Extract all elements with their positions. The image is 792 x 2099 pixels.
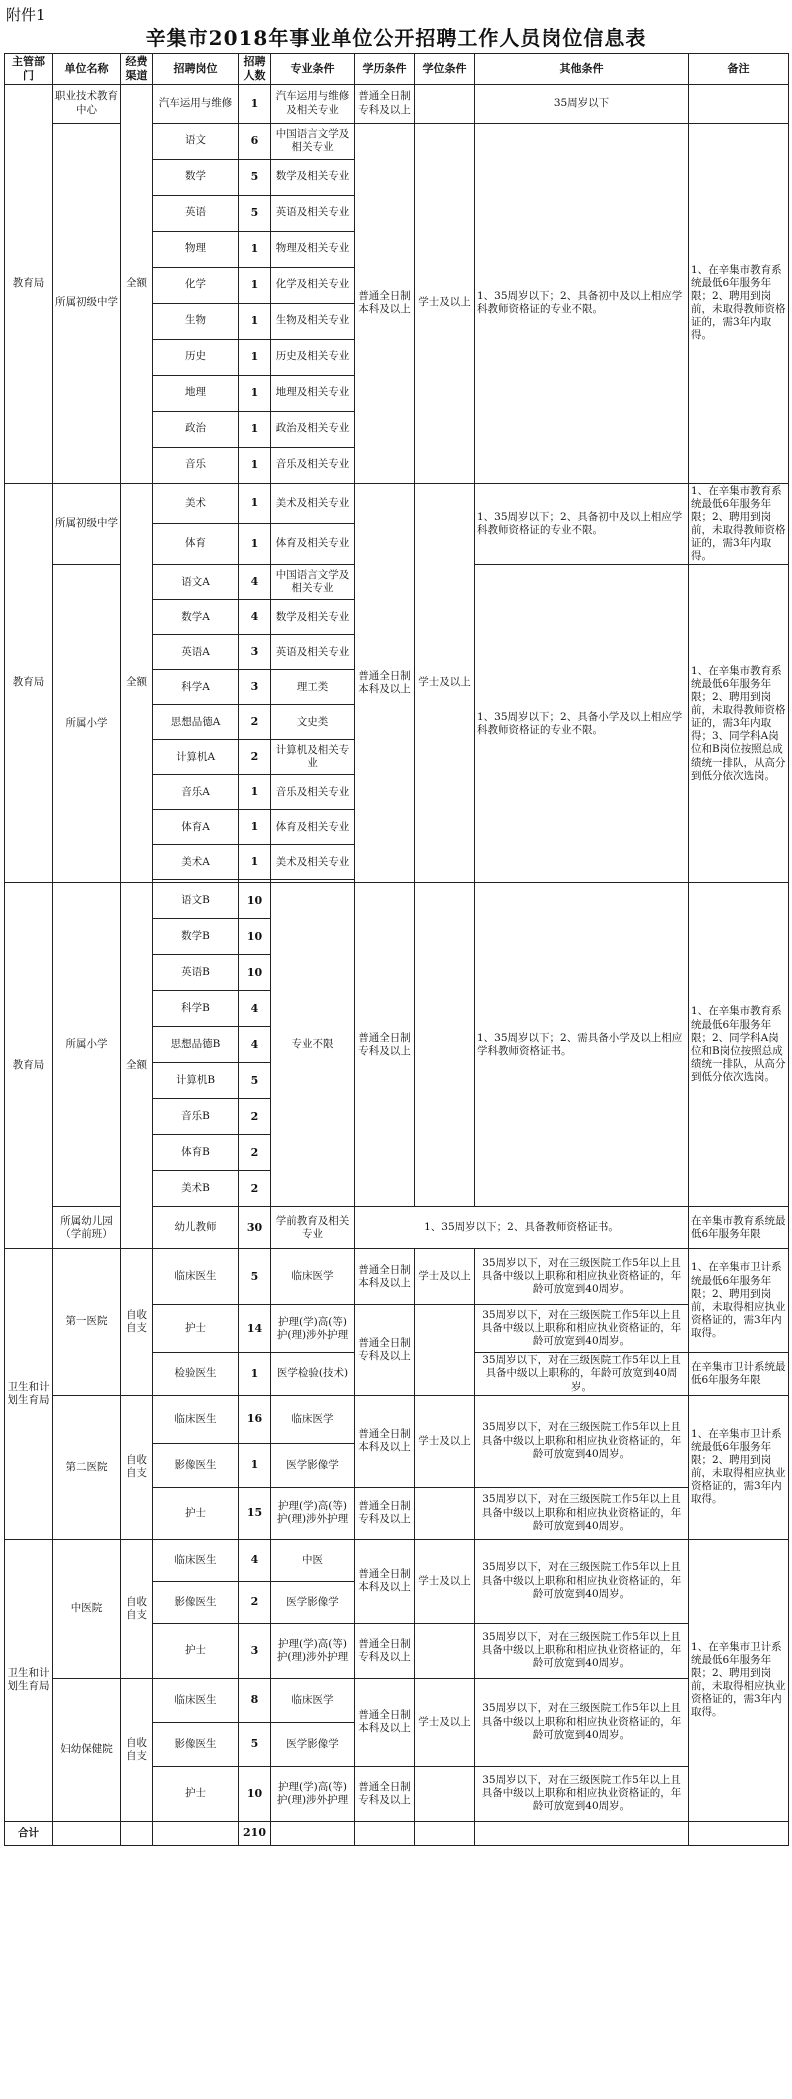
major-cell: 学前教育及相关专业 — [271, 1207, 355, 1249]
degree-cell: 学士及以上 — [415, 123, 475, 483]
major-cell: 英语及相关专业 — [271, 635, 355, 670]
major-cell: 专业不限 — [271, 883, 355, 1207]
position-cell: 美术B — [153, 1171, 239, 1207]
position-cell: 科学A — [153, 670, 239, 705]
major-cell: 计算机及相关专业 — [271, 740, 355, 775]
other-cell: 35周岁以下，对在三级医院工作5年以上且具备中级以上职称的，年龄可放宽到40周岁。 — [475, 1353, 689, 1395]
position-cell: 临床医生 — [153, 1539, 239, 1581]
position-cell: 体育A — [153, 810, 239, 845]
count-cell: 2 — [239, 705, 271, 740]
major-cell: 数学及相关专业 — [271, 600, 355, 635]
position-cell: 检验医生 — [153, 1353, 239, 1395]
other-cell: 35周岁以下，对在三级医院工作5年以上且具备中级以上职称和相应执业资格证的，年龄可放宽到40周岁。 — [475, 1678, 689, 1766]
major-cell: 历史及相关专业 — [271, 339, 355, 375]
count-cell: 1 — [239, 447, 271, 483]
other-cell: 1、35周岁以下；2、具备教师资格证书。 — [355, 1207, 689, 1249]
count-cell: 1 — [239, 1443, 271, 1487]
position-cell: 美术 — [153, 483, 239, 523]
education-cell: 普通全日制专科及以上 — [355, 1487, 415, 1539]
major-cell: 美术及相关专业 — [271, 483, 355, 523]
count-cell: 1 — [239, 231, 271, 267]
unit-cell: 所属初级中学 — [53, 123, 121, 483]
position-cell: 数学A — [153, 600, 239, 635]
degree-cell: 学士及以上 — [415, 483, 475, 883]
degree-cell — [415, 1623, 475, 1678]
notes-cell: 1、在辛集市教育系统最低6年服务年限；2、聘用到岗前，未取得教师资格证的，需3年内取得。 — [689, 123, 789, 483]
notes-cell: 1、在辛集市卫计系统最低6年服务年限；2、聘用到岗前，未取得相应执业资格证的，需3年内取得。 — [689, 1539, 789, 1821]
degree-cell: 学士及以上 — [415, 1539, 475, 1623]
unit-cell: 所属幼儿园（学前班） — [53, 1207, 121, 1249]
empty-cell — [415, 1821, 475, 1845]
total-count: 210 — [239, 1821, 271, 1845]
position-cell: 数学B — [153, 919, 239, 955]
count-cell: 4 — [239, 600, 271, 635]
major-cell: 音乐及相关专业 — [271, 775, 355, 810]
position-cell: 临床医生 — [153, 1678, 239, 1722]
major-cell: 生物及相关专业 — [271, 303, 355, 339]
degree-cell: 学士及以上 — [415, 1678, 475, 1766]
education-cell: 普通全日制专科及以上 — [355, 1766, 415, 1821]
degree-cell — [415, 84, 475, 123]
count-cell: 1 — [239, 483, 271, 523]
other-cell: 35周岁以下，对在三级医院工作5年以上且具备中级以上职称和相应执业资格证的，年龄可放宽到40周岁。 — [475, 1539, 689, 1623]
dept-cell: 教育局 — [5, 883, 53, 1249]
other-cell: 1、35周岁以下；2、具备小学及以上相应学科教师资格证的专业不限。 — [475, 565, 689, 883]
position-cell: 历史 — [153, 339, 239, 375]
funding-cell: 自收自支 — [121, 1395, 153, 1539]
major-cell: 政治及相关专业 — [271, 411, 355, 447]
count-cell: 2 — [239, 740, 271, 775]
major-cell: 护理(学)高(等)护(理)涉外护理 — [271, 1766, 355, 1821]
position-cell: 政治 — [153, 411, 239, 447]
unit-cell: 所属初级中学 — [53, 483, 121, 565]
header-unit: 单位名称 — [53, 54, 121, 85]
education-cell: 普通全日制专科及以上 — [355, 883, 415, 1207]
empty-cell — [475, 1821, 689, 1845]
count-cell: 5 — [239, 1249, 271, 1305]
education-cell: 普通全日制本科及以上 — [355, 1678, 415, 1766]
major-cell: 英语及相关专业 — [271, 195, 355, 231]
degree-cell — [415, 1766, 475, 1821]
count-cell: 4 — [239, 565, 271, 600]
unit-cell: 中医院 — [53, 1539, 121, 1678]
table-row — [5, 1539, 789, 1581]
major-cell: 医学影像学 — [271, 1722, 355, 1766]
position-cell: 幼儿教师 — [153, 1207, 239, 1249]
position-cell: 数学 — [153, 159, 239, 195]
position-cell: 影像医生 — [153, 1443, 239, 1487]
count-cell: 2 — [239, 1581, 271, 1623]
table-row — [5, 84, 789, 123]
position-cell: 语文 — [153, 123, 239, 159]
count-cell: 1 — [239, 375, 271, 411]
major-cell: 数学及相关专业 — [271, 159, 355, 195]
major-cell: 中国语言文学及相关专业 — [271, 565, 355, 600]
major-cell: 临床医学 — [271, 1249, 355, 1305]
header-funding: 经费渠道 — [121, 54, 153, 85]
count-cell: 1 — [239, 1353, 271, 1395]
table-row — [5, 1678, 789, 1722]
count-cell: 15 — [239, 1487, 271, 1539]
education-cell: 普通全日制专科及以上 — [355, 84, 415, 123]
notes-cell: 1、在辛集市教育系统最低6年服务年限；2、聘用到岗前，未取得教师资格证的，需3年内取得。 — [689, 483, 789, 565]
notes-cell: 1、在辛集市教育系统最低6年服务年限；2、同学科A岗位和B岗位按照总成绩统一排队，从高分到低分依次选岗。 — [689, 883, 789, 1207]
position-cell: 体育 — [153, 523, 239, 564]
position-cell: 科学B — [153, 991, 239, 1027]
major-cell: 音乐及相关专业 — [271, 447, 355, 483]
major-cell: 化学及相关专业 — [271, 267, 355, 303]
position-cell: 护士 — [153, 1305, 239, 1353]
other-cell: 35周岁以下，对在三级医院工作5年以上且具备中级以上职称和相应执业资格证的，年龄可放宽到40周岁。 — [475, 1623, 689, 1678]
count-cell: 4 — [239, 1539, 271, 1581]
count-cell: 1 — [239, 845, 271, 880]
unit-cell: 所属小学 — [53, 883, 121, 1207]
other-cell: 35周岁以下，对在三级医院工作5年以上且具备中级以上职称和相应执业资格证的，年龄可放宽到40周岁。 — [475, 1487, 689, 1539]
recruitment-table — [4, 53, 789, 1846]
position-cell: 临床医生 — [153, 1395, 239, 1443]
degree-cell: 学士及以上 — [415, 1249, 475, 1305]
major-cell: 护理(学)高(等)护(理)涉外护理 — [271, 1305, 355, 1353]
major-cell: 临床医学 — [271, 1395, 355, 1443]
count-cell: 3 — [239, 1623, 271, 1678]
position-cell: 生物 — [153, 303, 239, 339]
funding-cell: 全额 — [121, 883, 153, 1249]
position-cell: 计算机A — [153, 740, 239, 775]
count-cell: 2 — [239, 1099, 271, 1135]
notes-cell — [689, 84, 789, 123]
position-cell: 汽车运用与维修 — [153, 84, 239, 123]
major-cell: 护理(学)高(等)护(理)涉外护理 — [271, 1623, 355, 1678]
count-cell: 1 — [239, 267, 271, 303]
count-cell: 10 — [239, 919, 271, 955]
education-cell: 普通全日制本科及以上 — [355, 1249, 415, 1305]
header-count: 招聘人数 — [239, 54, 271, 85]
position-cell: 英语B — [153, 955, 239, 991]
major-cell: 文史类 — [271, 705, 355, 740]
unit-cell: 职业技术教育中心 — [53, 84, 121, 123]
major-cell: 体育及相关专业 — [271, 810, 355, 845]
header-major: 专业条件 — [271, 54, 355, 85]
major-cell: 理工类 — [271, 670, 355, 705]
education-cell: 普通全日制专科及以上 — [355, 1305, 415, 1395]
count-cell: 1 — [239, 84, 271, 123]
other-cell: 1、35周岁以下；2、需具备小学及以上相应学科教师资格证书。 — [475, 883, 689, 1207]
count-cell: 1 — [239, 810, 271, 845]
major-cell: 体育及相关专业 — [271, 523, 355, 564]
position-cell: 影像医生 — [153, 1722, 239, 1766]
unit-cell: 第一医院 — [53, 1249, 121, 1395]
major-cell: 美术及相关专业 — [271, 845, 355, 880]
education-cell: 普通全日制专科及以上 — [355, 1623, 415, 1678]
notes-cell: 在辛集市卫计系统最低6年服务年限 — [689, 1353, 789, 1395]
major-cell: 物理及相关专业 — [271, 231, 355, 267]
dept-cell: 教育局 — [5, 84, 53, 483]
header-degree: 学位条件 — [415, 54, 475, 85]
unit-cell: 所属小学 — [53, 565, 121, 883]
table-row — [5, 1395, 789, 1443]
funding-cell: 自收自支 — [121, 1539, 153, 1678]
position-cell: 思想品德B — [153, 1027, 239, 1063]
page-title: 辛集市2018年事业单位公开招聘工作人员岗位信息表 — [145, 26, 647, 50]
total-label: 合计 — [5, 1821, 53, 1845]
position-cell: 化学 — [153, 267, 239, 303]
position-cell: 物理 — [153, 231, 239, 267]
education-cell: 普通全日制本科及以上 — [355, 123, 415, 483]
major-cell: 医学影像学 — [271, 1581, 355, 1623]
count-cell: 16 — [239, 1395, 271, 1443]
empty-cell — [53, 1821, 121, 1845]
count-cell: 8 — [239, 1678, 271, 1722]
header-notes: 备注 — [689, 54, 789, 85]
funding-cell: 全额 — [121, 84, 153, 483]
count-cell: 3 — [239, 635, 271, 670]
dept-cell: 卫生和计划生育局 — [5, 1539, 53, 1821]
count-cell: 6 — [239, 123, 271, 159]
count-cell: 1 — [239, 303, 271, 339]
position-cell: 美术A — [153, 845, 239, 880]
other-cell: 35周岁以下，对在三级医院工作5年以上且具备中级以上职称和相应执业资格证的，年龄可放宽到40周岁。 — [475, 1249, 689, 1305]
degree-cell: 学士及以上 — [415, 1395, 475, 1487]
table-row — [5, 1249, 789, 1305]
empty-cell — [153, 1821, 239, 1845]
other-cell: 35周岁以下，对在三级医院工作5年以上且具备中级以上职称和相应执业资格证的，年龄可放宽到40周岁。 — [475, 1766, 689, 1821]
position-cell: 地理 — [153, 375, 239, 411]
count-cell: 10 — [239, 883, 271, 919]
count-cell: 10 — [239, 1766, 271, 1821]
notes-cell: 1、在辛集市卫计系统最低6年服务年限；2、聘用到岗前，未取得相应执业资格证的，需3年内取得。 — [689, 1249, 789, 1353]
position-cell: 音乐B — [153, 1099, 239, 1135]
empty-cell — [271, 1821, 355, 1845]
position-cell: 临床医生 — [153, 1249, 239, 1305]
position-cell: 语文A — [153, 565, 239, 600]
degree-cell — [415, 1487, 475, 1539]
position-cell: 思想品德A — [153, 705, 239, 740]
count-cell: 14 — [239, 1305, 271, 1353]
count-cell: 5 — [239, 159, 271, 195]
count-cell: 4 — [239, 991, 271, 1027]
position-cell: 计算机B — [153, 1063, 239, 1099]
count-cell: 3 — [239, 670, 271, 705]
funding-cell: 自收自支 — [121, 1678, 153, 1821]
position-cell: 护士 — [153, 1623, 239, 1678]
notes-cell: 1、在辛集市教育系统最低6年服务年限；2、聘用到岗前，未取得教师资格证的，需3年内取得；3、同学科A岗位和B岗位按照总成绩统一排队，从高分到低分依次选岗。 — [689, 565, 789, 883]
count-cell: 5 — [239, 1063, 271, 1099]
major-cell: 中医 — [271, 1539, 355, 1581]
position-cell: 语文B — [153, 883, 239, 919]
education-cell: 普通全日制本科及以上 — [355, 1395, 415, 1487]
other-cell: 35周岁以下，对在三级医院工作5年以上且具备中级以上职称和相应执业资格证的，年龄可放宽到40周岁。 — [475, 1395, 689, 1487]
funding-cell: 全额 — [121, 483, 153, 883]
header-position: 招聘岗位 — [153, 54, 239, 85]
other-cell: 1、35周岁以下；2、具备初中及以上相应学科教师资格证的专业不限。 — [475, 483, 689, 565]
position-cell: 英语A — [153, 635, 239, 670]
count-cell: 1 — [239, 523, 271, 564]
table-row — [5, 483, 789, 523]
unit-cell: 妇幼保健院 — [53, 1678, 121, 1821]
major-cell: 临床医学 — [271, 1678, 355, 1722]
other-cell: 35周岁以下 — [475, 84, 689, 123]
attachment-label: 附件1 — [6, 6, 46, 24]
major-cell: 地理及相关专业 — [271, 375, 355, 411]
table-row — [5, 883, 789, 919]
position-cell: 护士 — [153, 1766, 239, 1821]
count-cell: 30 — [239, 1207, 271, 1249]
count-cell: 1 — [239, 775, 271, 810]
position-cell: 音乐A — [153, 775, 239, 810]
count-cell: 1 — [239, 339, 271, 375]
count-cell: 2 — [239, 1135, 271, 1171]
other-cell: 35周岁以下，对在三级医院工作5年以上且具备中级以上职称和相应执业资格证的，年龄可放宽到40周岁。 — [475, 1305, 689, 1353]
count-cell: 5 — [239, 195, 271, 231]
degree-cell — [415, 1305, 475, 1395]
position-cell: 影像医生 — [153, 1581, 239, 1623]
empty-cell — [121, 1821, 153, 1845]
other-cell: 1、35周岁以下；2、具备初中及以上相应学科教师资格证的专业不限。 — [475, 123, 689, 483]
notes-cell: 在辛集市教育系统最低6年服务年限 — [689, 1207, 789, 1249]
position-cell: 护士 — [153, 1487, 239, 1539]
count-cell: 4 — [239, 1027, 271, 1063]
header-dept: 主管部门 — [5, 54, 53, 85]
funding-cell: 自收自支 — [121, 1249, 153, 1395]
header-other: 其他条件 — [475, 54, 689, 85]
major-cell: 中国语言文学及相关专业 — [271, 123, 355, 159]
header-education: 学历条件 — [355, 54, 415, 85]
position-cell: 音乐 — [153, 447, 239, 483]
total-row — [5, 1821, 789, 1845]
empty-cell — [689, 1821, 789, 1845]
header-row — [5, 54, 789, 85]
empty-cell — [355, 1821, 415, 1845]
count-cell: 1 — [239, 411, 271, 447]
major-cell: 医学检验(技术) — [271, 1353, 355, 1395]
position-cell: 英语 — [153, 195, 239, 231]
dept-cell: 教育局 — [5, 483, 53, 883]
education-cell: 普通全日制本科及以上 — [355, 1539, 415, 1623]
unit-cell: 第二医院 — [53, 1395, 121, 1539]
major-cell: 医学影像学 — [271, 1443, 355, 1487]
education-cell: 普通全日制本科及以上 — [355, 483, 415, 883]
position-cell: 体育B — [153, 1135, 239, 1171]
count-cell: 2 — [239, 1171, 271, 1207]
major-cell: 汽车运用与维修及相关专业 — [271, 84, 355, 123]
notes-cell: 1、在辛集市卫计系统最低6年服务年限；2、聘用到岗前，未取得相应执业资格证的，需3年内取得。 — [689, 1395, 789, 1539]
degree-cell — [415, 883, 475, 1207]
count-cell: 5 — [239, 1722, 271, 1766]
dept-cell: 卫生和计划生育局 — [5, 1249, 53, 1539]
major-cell: 护理(学)高(等)护(理)涉外护理 — [271, 1487, 355, 1539]
count-cell: 10 — [239, 955, 271, 991]
